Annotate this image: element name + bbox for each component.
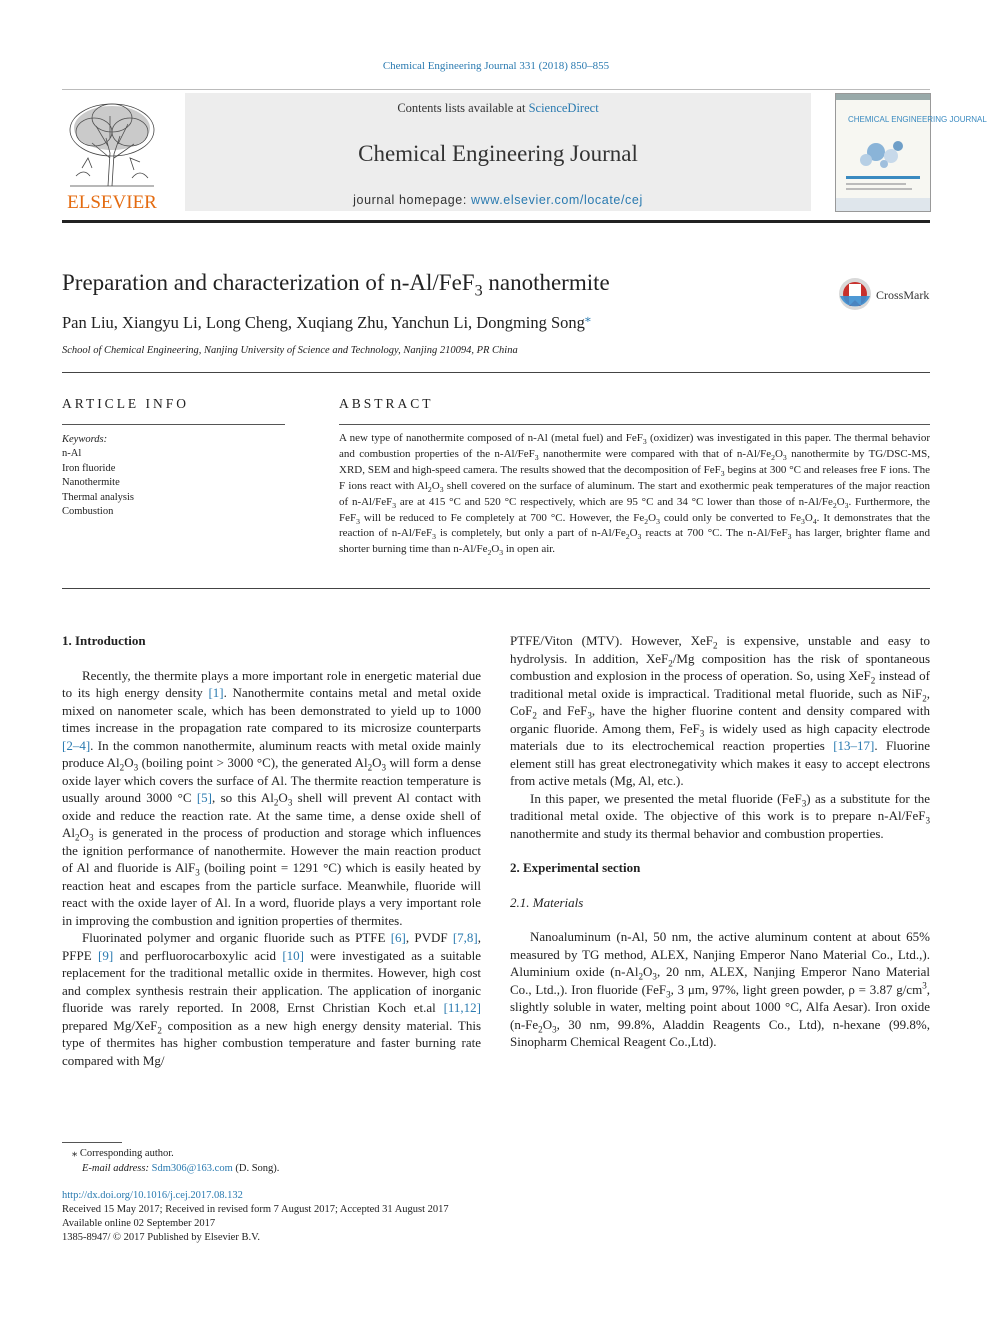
- footnote-rule: [62, 1142, 122, 1143]
- reference-link[interactable]: [11,12]: [443, 1000, 481, 1015]
- paragraph: Fluorinated polymer and organic fluoride such as PTFE [6], PVDF [7,8], PFPE [9] and perfluorocarboxylic acid [10] were investigated as a suitable replacement for the traditional metallic oxide in thermites. However, high cost and complex synthesis restrain their application. The application of inorganic fluoride was rarely reported. In 2008, Ernst Christian Koch et.al [11,12] prepared Mg/XeF$_2$ composition as a new high energy density material. This type of thermites has higher combustion temperature and faster burning rate compared with Mg/: [62, 930, 482, 1068]
- email-line: [62, 1161, 279, 1176]
- email-label: E-mail address:: [82, 1163, 152, 1174]
- online-date: Available online 02 September 2017: [62, 1218, 216, 1229]
- contents-line: [185, 101, 811, 116]
- keywords-label: Keywords:: [62, 434, 108, 445]
- homepage-line: [185, 193, 811, 207]
- abstract-text: A new type of nanothermite composed of n-Al (metal fuel) and FeF$_3$ (oxidizer) was investigated in this paper. The thermal behavior and combustion properties of the n-Al/FeF$_3$ nanothermite were compared with that of $n-Al/Fe_2O_3$ nanothermite by TG/DSC-MS, XRD, SEM and high-speed camera. The results showed that the decomposition of FeF$_3$ begins at 300 °C and releases free F ions. The F ions react with $Al_2O_3$ shell covered on the surface of aluminum. The start and exothermic peak temperatures of the major reaction of n-Al/FeF$_3$ are at 415 °C and 520 °C respectively, which are 95 °C and 34 °C lower than those of $n-Al/Fe_2O_3$. Furthermore, the FeF$_3$ will be reduced to Fe completely at 700 °C. However, the $Fe_2O_3$ could only be converted to $Fe_3O_4$. It demonstrates that the reaction of n-Al/FeF$_3$ is completely, but only a part of $n-Al/Fe_2O_3$ reacts at 700 °C. The n-Al/FeF$_3$ has larger, brighter flame and shorter burning time than $n-Al/Fe_2O_3$ in open air.: [339, 432, 931, 558]
- keyword-item: Nanothermite: [62, 477, 120, 489]
- svg-text:CrossMark: CrossMark: [876, 288, 930, 302]
- crossmark-badge[interactable]: [838, 276, 934, 312]
- affiliation-rule: [62, 372, 930, 373]
- author-list[interactable]: Pan Liu, Xiangyu Li, Long Cheng, Xuqiang Zhu, Yanchun Li, Dongming Song⁎: [62, 312, 591, 332]
- journal-cover-image[interactable]: [835, 93, 987, 212]
- copyright: 1385-8947/ © 2017 Published by Elsevier B.V.: [62, 1232, 260, 1243]
- reference-link[interactable]: [1]: [208, 685, 224, 700]
- header-top-rule: [62, 89, 930, 90]
- paragraph: In this paper, we presented the metal fluoride (FeF$_3$) as a substitute for the traditional metal oxide. The objective of this work is to prepare n-Al/FeF$_3$ nanothermite and study its thermal behavior and combustion properties.: [510, 790, 930, 841]
- body-column-right: [510, 632, 930, 1051]
- contents-prefix: Contents lists available at: [397, 101, 529, 115]
- sciencedirect-link[interactable]: ScienceDirect: [528, 101, 599, 115]
- reference-link[interactable]: [7,8]: [452, 930, 478, 945]
- doi-link[interactable]: http://dx.doi.org/10.1016/j.cej.2017.08.132: [62, 1190, 243, 1201]
- reference-link[interactable]: [10]: [282, 947, 305, 963]
- email-suffix: (D. Song).: [232, 1163, 280, 1174]
- keyword-item: Thermal analysis: [62, 491, 135, 503]
- homepage-prefix: journal homepage:: [353, 193, 471, 207]
- received-dates: Received 15 May 2017; Received in revised form 7 August 2017; Accepted 31 August 2017: [62, 1204, 449, 1215]
- homepage-link[interactable]: www.elsevier.com/locate/cej: [471, 193, 643, 207]
- spacer: [510, 842, 930, 859]
- section-1-heading: 1. Introduction: [62, 633, 146, 648]
- footnote: [62, 1146, 279, 1176]
- corresponding-author-note: ⁎ Corresponding author.: [72, 1148, 174, 1159]
- reference-link[interactable]: [6]: [390, 930, 406, 945]
- paragraph: PTFE/Viton (MTV). However, XeF$_2$ is expensive, unstable and easy to hydrolysis. In addition, XeF$_2$/Mg composition has the risk of spontaneous combustion and explosion in the process of operation. So, using XeF$_2$ instead of traditional metal oxide is impractical. Traditional metal fluoride, such as NiF$_2$, CoF$_2$ and FeF$_3$, have the higher fluorine content and density compared with organic fluoride. Among them, FeF$_3$ is widely used as high capacity electrode materials due to its electrochemical reaction properties [13–17]. Fluorine element still has great electronegativity which makes it easy to accept electrons from active metals (Mg, Al, etc.).: [510, 633, 931, 788]
- keyword-item: n-Al: [62, 448, 82, 460]
- reference-link[interactable]: [9]: [98, 947, 114, 963]
- crossmark-icon: [838, 276, 934, 312]
- affiliation: School of Chemical Engineering, Nanjing University of Science and Technology, Nanjing 210094, PR China: [62, 345, 518, 356]
- email-link[interactable]: Sdm306@163.com: [151, 1163, 233, 1174]
- header-thick-rule: [62, 220, 930, 223]
- article-info-heading: ARTICLE INFO: [62, 396, 190, 411]
- reference-link[interactable]: [2–4]: [62, 737, 91, 753]
- article-title: Preparation and characterization of n-Al/FeF$_3$ nanothermite: [62, 270, 610, 300]
- journal-banner: [185, 93, 811, 211]
- abstract-rule: [339, 424, 930, 425]
- section-2-1-heading: 2.1. Materials: [510, 894, 584, 910]
- abstract-bottom-rule: [62, 588, 930, 589]
- keywords-block: [62, 433, 285, 519]
- journal-name: Chemical Engineering Journal: [358, 141, 638, 166]
- journal-citation[interactable]: Chemical Engineering Journal 331 (2018) 850–855: [382, 60, 610, 72]
- body-column-left: [62, 632, 481, 1069]
- keyword-item: Iron fluoride: [62, 462, 116, 474]
- journal-cover-icon: [836, 94, 987, 211]
- article-footer: [62, 1189, 449, 1245]
- svg-text:ELSEVIER: ELSEVIER: [67, 192, 157, 213]
- paragraph: Recently, the thermite plays a more important role in energetic material due to its high energy density [1]. Nanothermite contains metal and metal oxide mixed on nanometer scale, which has been demonstrated to yield up to 1000 times increase in the propagation rate compared to its microsize counterparts [2–4]. In the common nanothermite, aluminum reacts with metal oxide mainly produce $Al_2O_3$ (boiling point > 3000 °C), the generated $Al_2O_3$ will form a dense oxide layer which covers the surface of Al. The thermite reaction temperature is usually around 3000 °C [5], so this $Al_2O_3$ shell will prevent Al contact with oxide and reduce the reaction rate. At the same time, a dense oxide shell of $Al_2O_3$ is generated in the process of production and storage which influences the ignition performance of nanothermite. However the main reaction product of Al and fluoride is AlF$_3$ (boiling point = 1291 °C) which is easily heated by reaction heat and escapes from the particle surface. Meanwhile, fluoride will react with the oxide layer of Al. In a word, fluoride plays a very important role in improving the combustion and ignition properties of thermites.: [62, 667, 482, 928]
- elsevier-tree-icon: [62, 98, 162, 213]
- section-2-heading: 2. Experimental section: [510, 860, 641, 875]
- elsevier-logo[interactable]: [62, 98, 162, 213]
- article-info-rule: [62, 424, 285, 425]
- keyword-item: Combustion: [62, 506, 114, 518]
- paragraph: Nanoaluminum (n-Al, 50 nm, the active aluminum content at about 65% measured by TG method, ALEX, Nanjing Emperor Nano Material Co., Ltd.,). Aluminium oxide ($n-Al_2O_3$, 20 nm, ALEX, Nanjing Emperor Nano Material Co., Ltd.,). Iron fluoride (FeF$_3$, 3 μm, 97%, light green powder, ρ = 3.87 $g/cm^3$, slightly soluble in water, melting point about 1000 °C, Alfa Aesar). Iron oxide ($n-Fe_2O_3$, 30 nm, 99.8%, Aladdin Reagents Co., Ltd), n-hexane (99.8%, Sinopharm Chemical Reagent Co.,Ltd).: [510, 929, 930, 1049]
- abstract-heading: ABSTRACT: [339, 396, 434, 411]
- reference-link[interactable]: [5]: [196, 790, 213, 805]
- reference-link[interactable]: [13–17]: [833, 738, 875, 753]
- svg-text:CHEMICAL ENGINEERING JOURNAL: CHEMICAL ENGINEERING JOURNAL: [848, 115, 987, 124]
